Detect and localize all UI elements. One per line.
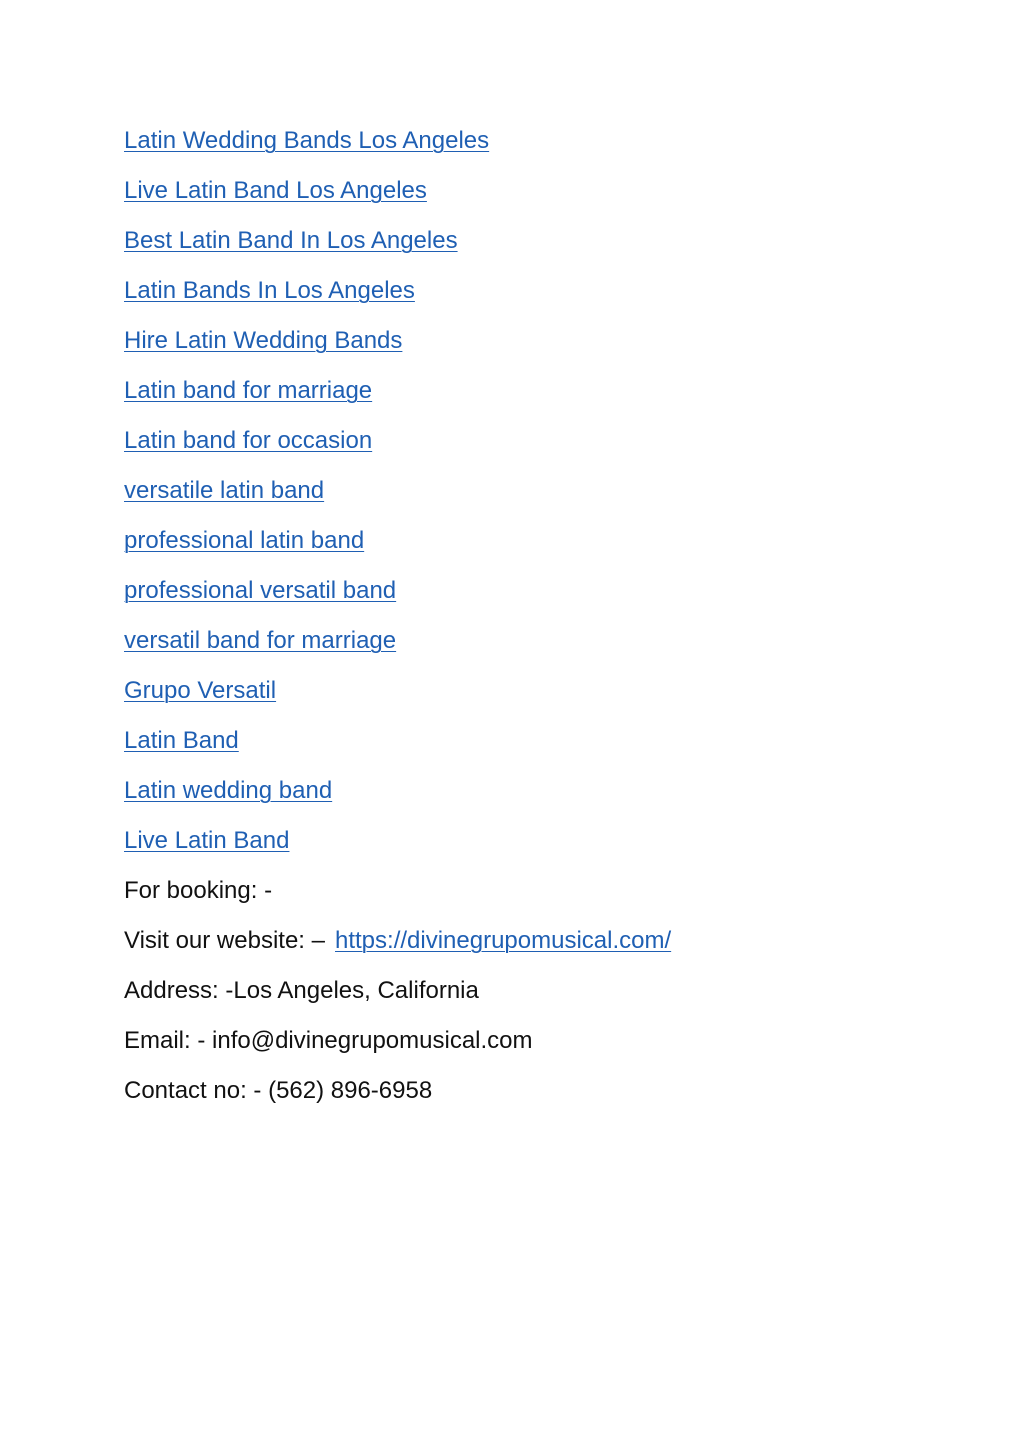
link-latin-band-for-marriage[interactable]: Latin band for marriage bbox=[124, 377, 373, 404]
link-line bbox=[124, 674, 924, 724]
website-line bbox=[124, 924, 924, 974]
link-versatil-band-for-marriage[interactable]: versatil band for marriage bbox=[124, 627, 397, 654]
email-text: Email: - info@divinegrupomusical.com bbox=[124, 1027, 533, 1054]
link-line bbox=[124, 524, 924, 574]
link-latin-wedding-bands-los-angeles[interactable]: Latin Wedding Bands Los Angeles bbox=[124, 127, 490, 154]
link-best-latin-band-in-los-angeles[interactable]: Best Latin Band In Los Angeles bbox=[124, 227, 458, 254]
link-line bbox=[124, 224, 924, 274]
link-versatile-latin-band[interactable]: versatile latin band bbox=[124, 477, 325, 504]
phone-text: Contact no: - (562) 896-6958 bbox=[124, 1077, 433, 1104]
link-live-latin-band-los-angeles[interactable]: Live Latin Band Los Angeles bbox=[124, 177, 427, 204]
link-latin-band-for-occasion[interactable]: Latin band for occasion bbox=[124, 427, 373, 454]
document-content bbox=[124, 124, 924, 1124]
website-label: Visit our website: – bbox=[124, 927, 325, 954]
link-live-latin-band[interactable]: Live Latin Band bbox=[124, 827, 290, 854]
website-link[interactable]: https://divinegrupomusical.com/ bbox=[335, 927, 672, 954]
link-latin-band[interactable]: Latin Band bbox=[124, 727, 239, 754]
link-line bbox=[124, 574, 924, 624]
link-line bbox=[124, 724, 924, 774]
link-professional-latin-band[interactable]: professional latin band bbox=[124, 527, 365, 554]
link-line bbox=[124, 774, 924, 824]
link-line bbox=[124, 424, 924, 474]
link-line bbox=[124, 474, 924, 524]
link-line bbox=[124, 274, 924, 324]
link-latin-wedding-band[interactable]: Latin wedding band bbox=[124, 777, 333, 804]
link-professional-versatil-band[interactable]: professional versatil band bbox=[124, 577, 397, 604]
link-line bbox=[124, 824, 924, 874]
link-line bbox=[124, 174, 924, 224]
link-line bbox=[124, 124, 924, 174]
address-text: Address: -Los Angeles, California bbox=[124, 977, 479, 1004]
booking-text: For booking: - bbox=[124, 877, 273, 904]
link-line bbox=[124, 374, 924, 424]
link-grupo-versatil[interactable]: Grupo Versatil bbox=[124, 677, 277, 704]
link-line bbox=[124, 324, 924, 374]
link-line bbox=[124, 624, 924, 674]
link-latin-bands-in-los-angeles[interactable]: Latin Bands In Los Angeles bbox=[124, 277, 415, 304]
link-hire-latin-wedding-bands[interactable]: Hire Latin Wedding Bands bbox=[124, 327, 403, 354]
